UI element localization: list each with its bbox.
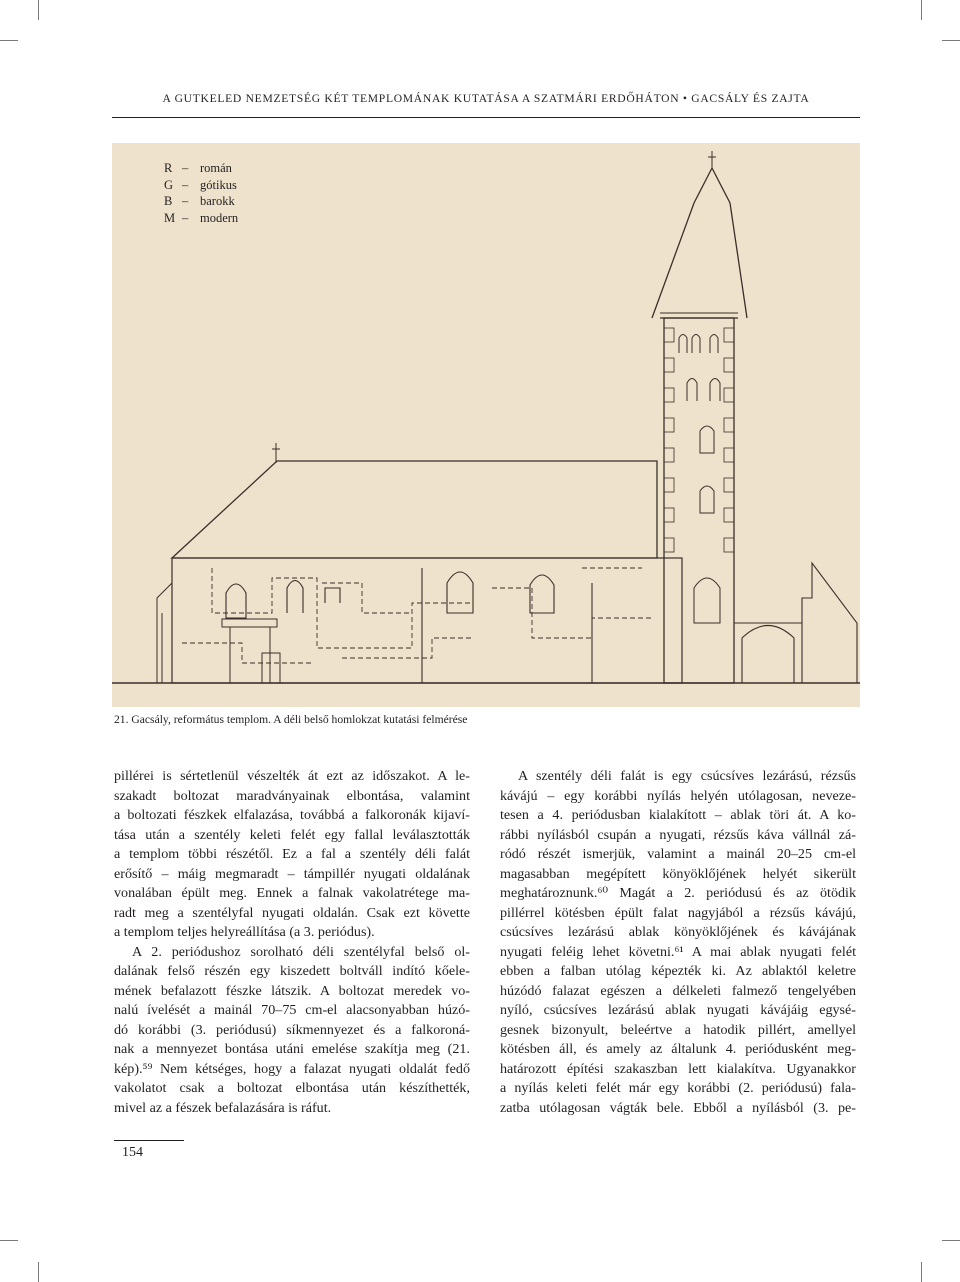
page-number: 154 [122, 1145, 143, 1160]
text-line: szakadt boltozat maradványainak elbontása, valamint [114, 787, 470, 804]
text-column-left [114, 767, 470, 1118]
text-line: húzódó falazat egészen a délkeleti falmező tengelyében [500, 982, 856, 999]
text-line: a boltozati fészkek elfalazása, továbbá a falkoronák kijaví- [114, 807, 470, 823]
text-line: nalú ívelését a mainál 70–75 cm-el alacsonyabban húzó- [114, 1002, 470, 1018]
text-line: erősítő – máig megmaradt – támpillér nyugati oldalának [114, 865, 470, 882]
text-line: magasabban megépített könyöklőjének helyét sikerült [500, 865, 856, 882]
text-line: nak a mennyezet bontása utáni emelése szakítja meg (21. [114, 1041, 470, 1057]
text-line: rábbi nyílásból csupán a nyugati, rézsűs káva vállnál zá- [500, 826, 856, 843]
crop-mark [942, 1240, 960, 1241]
text-line: tása után a szentély keleti felét egy fallal leválasztották [114, 826, 470, 843]
text-line: ródó részét ismerjük, valamint a mainál 20–25 cm-el [500, 846, 856, 862]
crop-mark [921, 1262, 922, 1282]
crop-mark [38, 0, 39, 20]
text-line: dalának felső részén egy kiszedett boltváll indító kőele- [114, 963, 470, 979]
text-line: gesnek bizonyult, beleértve a hatodik pillért, amellyel [500, 1021, 856, 1038]
text-line: nyíló, csúcsíves lezárású ablak nyugati kávájáig egysé- [500, 1002, 856, 1018]
legend-item: B – barokk [164, 194, 235, 209]
text-line: vakolatot csak a boltozat elbontása után készíthették, [114, 1080, 470, 1096]
figure-elevation-drawing [112, 143, 860, 707]
legend-item: M – modern [164, 210, 239, 225]
running-head: A GUTKELED NEMZETSÉG KÉT TEMPLOMÁNAK KUTATÁSA A SZATMÁRI ERDŐHÁTON • GACSÁLY ÉS ZAJTA [162, 92, 810, 105]
legend-item: G – gótikus [164, 177, 237, 192]
text-line: meghatároznunk.⁶⁰ Magát a 2. periódusú és az ötödik [500, 885, 856, 901]
church-elevation-svg [112, 143, 860, 707]
text-line: a templom teljes helyreállítása (a 3. periódus). [114, 924, 375, 940]
text-line: pillérei is sértetlenül vészelték át ezt az időszakot. A le- [114, 768, 470, 784]
text-line: kötésben áll, és amely az általunk 4. periódusként meg- [500, 1041, 856, 1057]
figure-caption: 21. Gacsály, református templom. A déli belső homlokzat kutatási felmérése [114, 713, 468, 726]
text-line: pillérrel kötésben épült falat nagyjából a rézsűs kávájú, [500, 904, 856, 921]
text-line: vonalában épült meg. Ennek a falnak vakolatrétege ma- [114, 885, 470, 901]
text-line: a nyílás keleti felét már egy korábbi (2. periódusú) fala- [500, 1080, 856, 1096]
text-line: kép).⁵⁹ Nem kétséges, hogy a falazat nyugati oldalát fedő [114, 1060, 470, 1077]
text-line: ebben a falban utólag képezték ki. Az ablaktól keletre [500, 963, 856, 979]
header-rule [112, 117, 860, 118]
text-line: nyugati feléig lehet követni.⁶¹ A mai ablak nyugati felét [500, 943, 856, 960]
text-line: mének befalazott fészke látszik. A boltozat meredek vo- [114, 982, 470, 999]
figure-legend [164, 160, 238, 226]
text-line: tesen a 4. periódusban kialakított – ablak töri át. A ko- [500, 807, 856, 823]
folio-rule [114, 1140, 184, 1141]
text-line: kávájú – egy korábbi nyílás helyén utólagosan, neveze- [500, 787, 856, 804]
crop-mark [942, 40, 960, 41]
legend-item: R – román [164, 161, 232, 175]
text-line: radt meg a szentélyfal nyugati oldalán. Csak ezt követte [114, 904, 470, 921]
text-line: határozott építési szakaszban lett kialakítva. Ugyanakkor [500, 1060, 856, 1077]
crop-mark [0, 1240, 18, 1241]
text-column-right [500, 767, 856, 1118]
crop-mark [38, 1262, 39, 1282]
text-line: mivel az a fészek befalazására is ráfut. [114, 1099, 332, 1116]
crop-mark [0, 40, 18, 41]
text-line: a templom többi részétől. Ez a fal a szentély déli falát [114, 846, 470, 862]
text-line: dó korábbi (3. periódusú) síkmennyezet és a falkoroná- [114, 1021, 470, 1038]
text-line: A 2. periódushoz sorolható déli szentélyfal belső ol- [132, 943, 470, 960]
crop-mark [921, 0, 922, 20]
text-line: csúcsíves lezárású ablak könyöklőjének és kávájának [500, 924, 856, 940]
text-line: zatba utólagosan vágták bele. Ebből a nyílásból (3. pe- [500, 1099, 856, 1116]
text-line: A szentély déli falát is egy csúcsíves lezárású, rézsűs [518, 768, 856, 784]
